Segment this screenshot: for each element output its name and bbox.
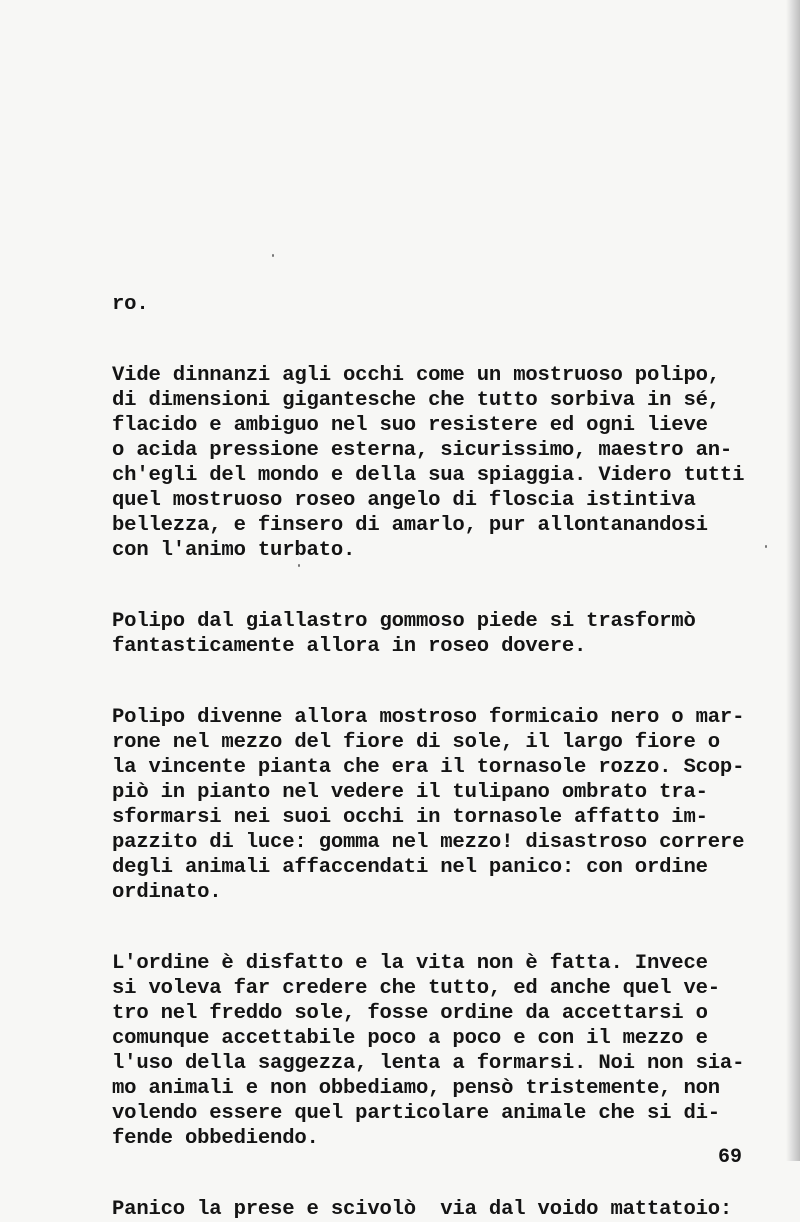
paragraph	[112, 292, 782, 317]
text-line: L'ordine è disfatto e la vita non è fatta. Invece	[112, 952, 708, 975]
paragraph	[112, 363, 782, 563]
text-line: o acida pressione esterna, sicurissimo, maestro an-	[112, 439, 733, 462]
text-line: sformarsi nei suoi occhi in tornasole affatto im-	[112, 806, 708, 829]
paragraph	[112, 705, 782, 905]
text-line: ro.	[112, 293, 149, 316]
page-number: 69	[718, 1146, 743, 1169]
text-line: di dimensioni gigantesche che tutto sorbiva in sé,	[112, 389, 720, 412]
text-line: flacido e ambiguo nel suo resistere ed ogni lieve	[112, 414, 708, 437]
text-line: quel mostruoso roseo angelo di floscia istintiva	[112, 489, 696, 512]
text-line: piò in pianto nel vedere il tulipano ombrato tra-	[112, 781, 708, 804]
paragraph	[112, 609, 782, 659]
text-line: comunque accettabile poco a poco e con il mezzo e	[112, 1027, 708, 1050]
text-line: Polipo divenne allora mostroso formicaio nero o mar-	[112, 706, 745, 729]
text-line: l'uso della saggezza, lenta a formarsi. Noi non sia-	[112, 1052, 745, 1075]
paragraph	[112, 1197, 782, 1222]
text-line: Panico la prese e scivolò via dal voido mattatoio:	[112, 1198, 733, 1221]
text-line: si voleva far credere che tutto, ed anche quel ve-	[112, 977, 720, 1000]
text-line: degli animali affaccendati nel panico: con ordine	[112, 856, 708, 879]
text-line: Vide dinnanzi agli occhi come un mostruoso polipo,	[112, 364, 720, 387]
text-line: Polipo dal giallastro gommoso piede si trasformò	[112, 610, 696, 633]
text-line: la vincente pianta che era il tornasole rozzo. Scop-	[112, 756, 745, 779]
text-line: tro nel freddo sole, fosse ordine da accettarsi o	[112, 1002, 708, 1025]
text-line: pazzito di luce: gomma nel mezzo! disastroso correre	[112, 831, 745, 854]
text-line: ch'egli del mondo e della sua spiaggia. Videro tutti	[112, 464, 745, 487]
ink-speck	[272, 254, 274, 257]
text-line: volendo essere quel particolare animale che si di-	[112, 1102, 720, 1125]
body-text	[112, 292, 782, 1222]
text-line: mo animali e non obbediamo, pensò tristemente, non	[112, 1077, 720, 1100]
text-line: ordinato.	[112, 881, 222, 904]
page-edge-shadow	[786, 0, 800, 1161]
paragraph	[112, 951, 782, 1151]
text-line: rone nel mezzo del fiore di sole, il largo fiore o	[112, 731, 720, 754]
text-line: fantasticamente allora in roseo dovere.	[112, 635, 587, 658]
text-line: bellezza, e finsero di amarlo, pur allontanandosi	[112, 514, 708, 537]
text-line: fende obbediendo.	[112, 1127, 319, 1150]
text-line: con l'animo turbato.	[112, 539, 356, 562]
